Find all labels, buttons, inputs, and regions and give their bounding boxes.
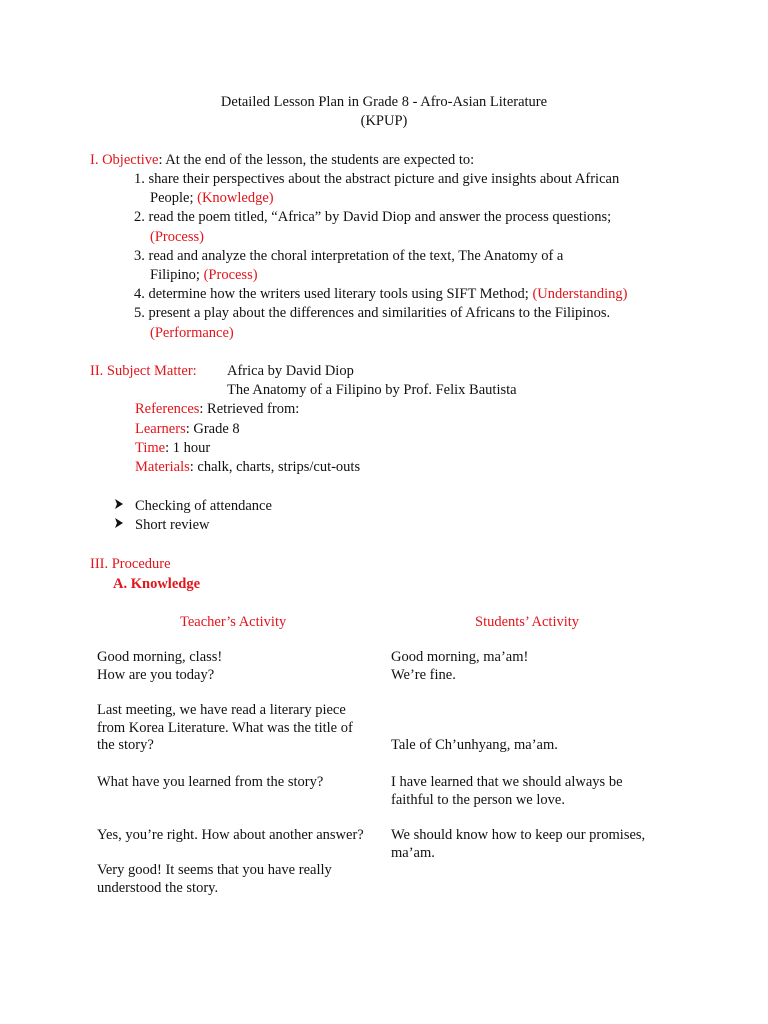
student-line: Good morning, ma’am! xyxy=(391,649,529,665)
document-title: Detailed Lesson Plan in Grade 8 - Afro-Asian Literature xyxy=(220,94,548,110)
item-number: 3. xyxy=(134,248,145,264)
objective-label: I. Objective xyxy=(90,152,159,168)
item-text: present a play about the differences and similarities of Africans to the Filipinos. xyxy=(148,305,611,321)
item-tag: (Knowledge) xyxy=(197,190,274,206)
item-text: Filipino; xyxy=(150,267,204,283)
objective-heading xyxy=(90,151,474,169)
subject-title-2: The Anatomy of a Filipino by Prof. Felix Bautista xyxy=(227,382,517,398)
item-text: read and analyze the choral interpretation of the text, The Anatomy of a xyxy=(148,248,564,264)
teacher-line: Last meeting, we have read a literary piece xyxy=(97,702,346,718)
bullet-text: Short review xyxy=(135,517,210,533)
objective-item-2-cont xyxy=(150,228,204,246)
learners-label: Learners xyxy=(135,421,186,437)
student-entry xyxy=(391,827,645,862)
teacher-entry xyxy=(97,649,222,684)
teacher-line: Very good! It seems that you have really xyxy=(97,862,332,878)
item-tag: (Process) xyxy=(203,267,258,283)
teacher-entry xyxy=(97,774,323,792)
teacher-entry xyxy=(97,827,364,845)
objective-item-1 xyxy=(134,170,619,188)
student-line: ma’am. xyxy=(391,844,435,861)
student-entry xyxy=(391,737,558,755)
item-number: 2. xyxy=(134,209,145,225)
teacher-activity-header: Teacher’s Activity xyxy=(180,614,287,630)
materials-value: : chalk, charts, strips/cut-outs xyxy=(189,459,361,475)
student-line: We should know how to keep our promises, xyxy=(391,827,646,843)
item-number: 5. xyxy=(134,305,145,321)
teacher-line: from Korea Literature. What was the title of xyxy=(97,719,353,736)
objective-intro: : At the end of the lesson, the students are expected to: xyxy=(158,152,475,168)
item-text: read the poem titled, “Africa” by David Diop and answer the process questions; xyxy=(148,209,612,225)
student-entry xyxy=(391,774,623,809)
teacher-line: understood the story. xyxy=(97,879,219,896)
materials-label: Materials xyxy=(135,459,190,475)
learners-value: : Grade 8 xyxy=(185,421,240,437)
item-text: determine how the writers used literary tools using SIFT Method; xyxy=(148,286,533,302)
student-entry xyxy=(391,649,528,684)
references-label: References xyxy=(135,401,200,417)
student-line: faithful to the person we love. xyxy=(391,791,565,808)
arrow-bullet-icon xyxy=(113,516,135,534)
item-tag: (Performance) xyxy=(150,325,234,341)
section-knowledge: A. Knowledge xyxy=(113,576,200,592)
learners-line xyxy=(135,420,240,438)
teacher-line: How are you today? xyxy=(97,666,215,683)
time-value: : 1 hour xyxy=(165,440,211,456)
arrow-bullet-icon xyxy=(113,497,135,515)
teacher-line: the story? xyxy=(97,737,154,753)
objective-item-3-cont xyxy=(150,266,258,284)
teacher-entry xyxy=(97,862,332,897)
materials-line xyxy=(135,458,360,476)
item-number: 4. xyxy=(134,286,145,302)
bullet-text: Checking of attendance xyxy=(135,498,272,514)
item-tag: (Understanding) xyxy=(532,286,628,302)
bullet-item xyxy=(113,516,210,534)
document-subtitle: (KPUP) xyxy=(360,113,408,129)
subject-matter-label: II. Subject Matter: xyxy=(90,363,197,379)
item-number: 1. xyxy=(134,171,145,187)
objective-item-5 xyxy=(134,304,610,322)
students-activity-header: Students’ Activity xyxy=(475,614,580,630)
item-text: People; xyxy=(150,190,198,206)
student-line: I have learned that we should always be xyxy=(391,774,623,790)
objective-item-3 xyxy=(134,247,563,265)
time-line xyxy=(135,439,210,457)
procedure-label: III. Procedure xyxy=(90,556,171,572)
item-text: share their perspectives about the abstract picture and give insights about African xyxy=(148,171,620,187)
bullet-item xyxy=(113,497,272,515)
teacher-line: Yes, you’re right. How about another answer? xyxy=(97,827,364,843)
teacher-line: What have you learned from the story? xyxy=(97,774,324,790)
references-value: : Retrieved from: xyxy=(199,401,300,417)
objective-item-1-cont xyxy=(150,189,274,207)
student-line: Tale of Ch’unhyang, ma’am. xyxy=(391,737,558,753)
teacher-entry xyxy=(97,702,353,755)
item-tag: (Process) xyxy=(150,229,204,245)
student-line: We’re fine. xyxy=(391,666,456,683)
teacher-line: Good morning, class! xyxy=(97,649,223,665)
objective-item-2 xyxy=(134,208,611,226)
subject-title-1: Africa by David Diop xyxy=(227,363,354,379)
objective-item-5-cont xyxy=(150,324,234,342)
references-line xyxy=(135,400,299,418)
objective-item-4 xyxy=(134,285,627,303)
time-label: Time xyxy=(135,440,166,456)
